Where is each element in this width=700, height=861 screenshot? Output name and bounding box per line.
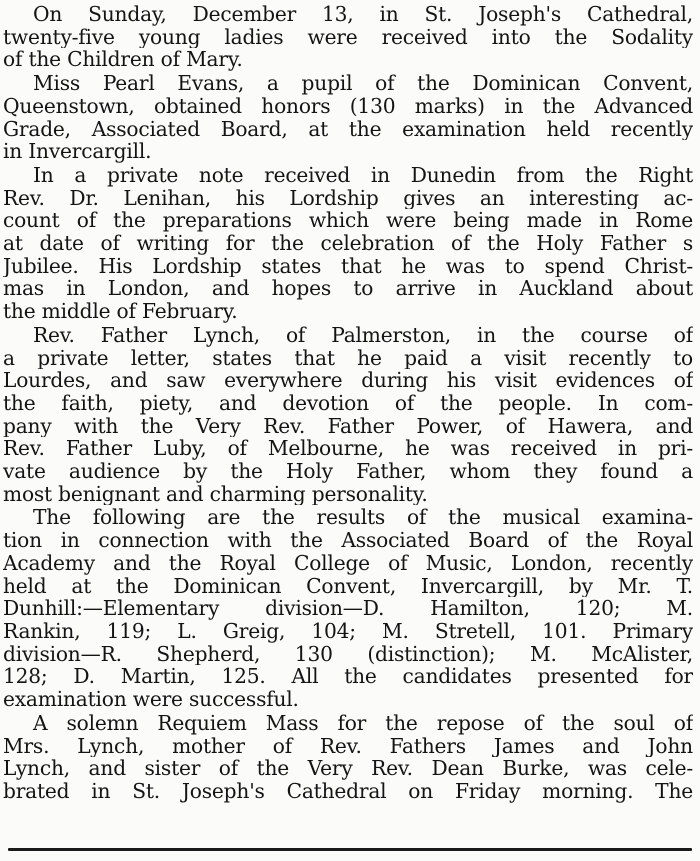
text-line: Rankin, 119; L. Greig, 104; M. Stretell, 101. Primary [3,619,693,643]
text-line: Mrs. Lynch, mother of Rev. Fathers James and John [3,734,693,758]
text-line: 128; D. Martin, 125. All the candidates presented for [3,665,693,689]
text-line: the faith, piety, and devotion of the people. In com- [3,391,693,415]
paragraph-pearl-evans [3,72,693,163]
text-line: Grade, Associated Board, at the examination held recently [3,117,693,141]
column-divider-rule [8,848,692,851]
text-line: most benignant and charming personality. [3,482,428,506]
text-line: Jubilee. His Lordship states that he was to spend Christ- [3,254,693,278]
text-line: Miss Pearl Evans, a pupil of the Dominican Convent, [33,72,693,95]
text-line: the middle of February. [3,300,238,323]
text-line: vate audience by the Holy Father, whom they found a [3,460,693,483]
text-line: Lourdes, and saw everywhere during his visit evidences of [3,369,693,392]
text-line: A solemn Requiem Mass for the repose of the soul of [33,711,693,735]
text-line: tion in connection with the Associated Board of the Royal [3,529,693,552]
text-line: of the Children of Mary. [3,48,243,72]
text-line: in Invercargill. [3,140,152,163]
text-line: Rev. Dr. Lenihan, his Lordship gives an interesting ac- [3,186,693,210]
text-line: Lynch, and sister of the Very Rev. Dean Burke, was cele- [3,757,693,780]
text-line: division—R. Shepherd, 130 (distinction); M. McAlister, [3,642,693,666]
article-column [3,3,693,804]
text-line: Academy and the Royal College of Music, London, recently [3,551,693,575]
paragraph-requiem-mass [3,712,693,803]
text-line: a private letter, states that he paid a visit recently to [3,346,693,370]
text-line: held at the Dominican Convent, Invercargill, by Mr. T. [3,574,693,598]
paragraph-sodality [3,3,693,71]
text-line: Dunhill:—Elementary division—D. Hamilton, 120; M. [3,597,693,620]
paragraph-lenihan-note [3,164,693,323]
text-line: In a private note received in Dunedin from the Right [33,163,693,187]
text-line: Queenstown, obtained honors (130 marks) in the Advanced [3,94,693,118]
text-line: Rev. Father Lynch, of Palmerston, in the course of [33,323,693,347]
text-line: count of the preparations which were being made in Rome [3,209,693,233]
paragraph-father-lynch [3,324,693,506]
text-line: The following are the results of the musical examina- [33,506,693,530]
text-line: at date of writing for the celebration of the Holy Father s [3,232,693,255]
text-line: pany with the Very Rev. Father Power, of Hawera, and [3,414,693,438]
text-line: examination were successful. [3,688,299,711]
paragraph-music-exam-results [3,506,693,710]
text-line: Rev. Father Luby, of Melbourne, he was received in pri- [3,437,693,461]
text-line: twenty-five young ladies were received into the Sodality [3,25,693,49]
text-line: On Sunday, December 13, in St. Joseph's Cathedral, [33,3,693,26]
text-line: mas in London, and hopes to arrive in Auckland about [3,277,693,301]
text-line: brated in St. Joseph's Cathedral on Friday morning. The [3,779,693,803]
